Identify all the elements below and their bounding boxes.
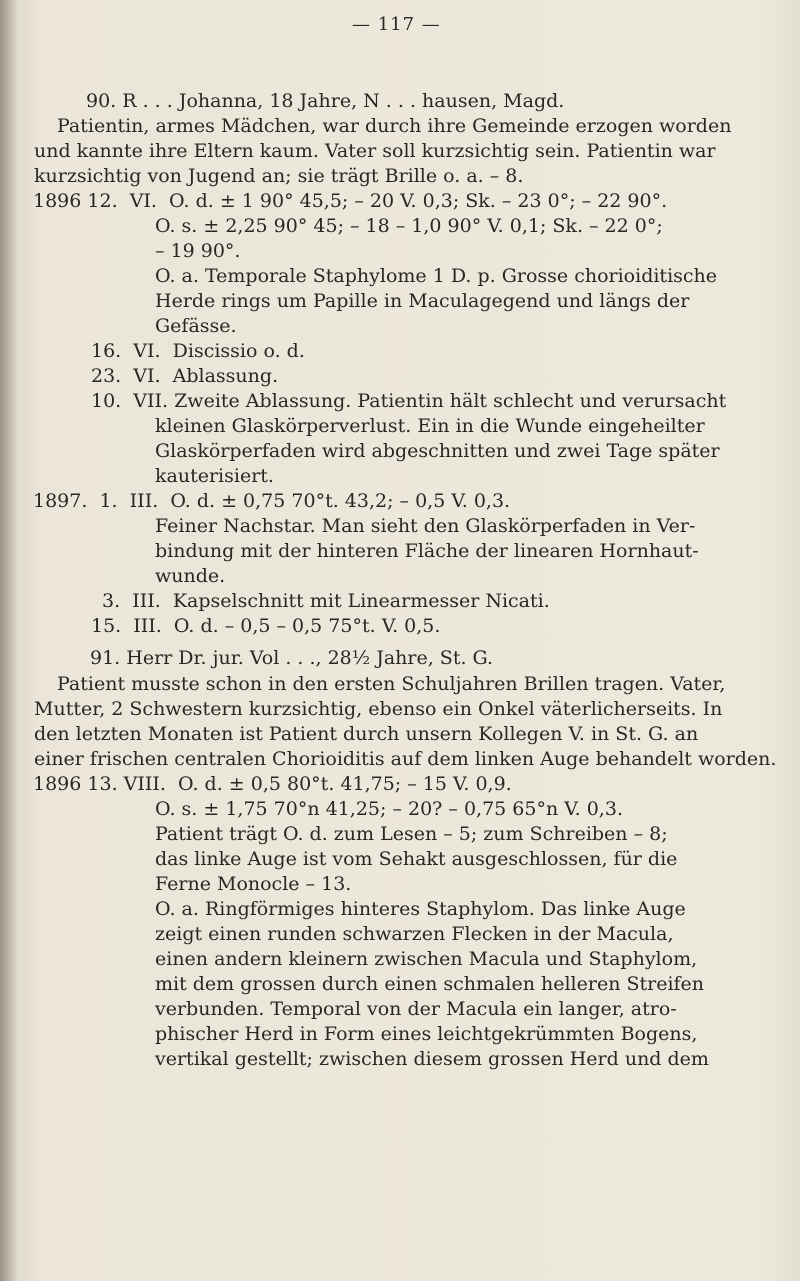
text-line: und kannte ihre Eltern kaum. Vater soll kurzsichtig sein. Patientin war bbox=[34, 140, 716, 162]
text-line: 23. VI. Ablassung. bbox=[91, 365, 279, 387]
case-90-heading: 90. R . . . Johanna, 18 Jahre, N . . . hausen, Magd. bbox=[86, 90, 565, 112]
text-line: 1897. 1. III. O. d. ± 0,75 70°t. 43,2; – 0,5 V. 0,3. bbox=[33, 490, 511, 512]
text-line: das linke Auge ist vom Sehakt ausgeschlossen, für die bbox=[155, 848, 678, 870]
text-line: 15. III. O. d. – 0,5 – 0,5 75°t. V. 0,5. bbox=[91, 615, 441, 637]
text-line: Feiner Nachstar. Man sieht den Glaskörperfaden in Ver- bbox=[155, 515, 696, 537]
text-line: O. a. Ringförmiges hinteres Staphylom. Das linke Auge bbox=[155, 898, 686, 920]
text-line: den letzten Monaten ist Patient durch unsern Kollegen V. in St. G. an bbox=[34, 723, 699, 745]
text-line: kurzsichtig von Jugend an; sie trägt Brille o. a. – 8. bbox=[34, 165, 524, 187]
text-line: 16. VI. Discissio o. d. bbox=[91, 340, 305, 362]
text-line: mit dem grossen durch einen schmalen helleren Streifen bbox=[155, 973, 705, 995]
text-line: O. s. ± 1,75 70°n 41,25; – 20? – 0,75 65°n V. 0,3. bbox=[155, 798, 623, 820]
text-line: wunde. bbox=[155, 565, 226, 587]
text-line: O. s. ± 2,25 90° 45; – 18 – 1,0 90° V. 0,1; Sk. – 22 0°; bbox=[155, 215, 663, 237]
text-line: 3. III. Kapselschnitt mit Linearmesser Nicati. bbox=[102, 590, 550, 612]
text-line: 10. VII. Zweite Ablassung. Patientin hält schlecht und verursacht bbox=[91, 390, 727, 412]
text-line: Gefässe. bbox=[155, 315, 237, 337]
text-line: einen andern kleinern zwischen Macula und Staphylom, bbox=[155, 948, 698, 970]
text-line: Herde rings um Papille in Maculagegend und längs der bbox=[155, 290, 690, 312]
text-line: kleinen Glaskörperverlust. Ein in die Wunde eingeheilter bbox=[155, 415, 705, 437]
text-line: 1896 12. VI. O. d. ± 1 90° 45,5; – 20 V. 0,3; Sk. – 23 0°; – 22 90°. bbox=[33, 190, 668, 212]
text-line: zeigt einen runden schwarzen Flecken in der Macula, bbox=[155, 923, 674, 945]
text-line: kauterisiert. bbox=[155, 465, 274, 487]
case-91-heading: 91. Herr Dr. jur. Vol . . ., 28½ Jahre, St. G. bbox=[90, 647, 494, 669]
text-line: Mutter, 2 Schwestern kurzsichtig, ebenso ein Onkel väterlicherseits. In bbox=[34, 698, 723, 720]
text-line: Patient musste schon in den ersten Schuljahren Brillen tragen. Vater, bbox=[57, 673, 726, 695]
text-line: – 19 90°. bbox=[155, 240, 241, 262]
text-line: phischer Herd in Form eines leichtgekrümmten Bogens, bbox=[155, 1023, 698, 1045]
text-line: Patientin, armes Mädchen, war durch ihre Gemeinde erzogen worden bbox=[57, 115, 732, 137]
text-line: Ferne Monocle – 13. bbox=[155, 873, 352, 895]
text-line: Patient trägt O. d. zum Lesen – 5; zum Schreiben – 8; bbox=[155, 823, 668, 845]
text-line: verbunden. Temporal von der Macula ein langer, atro- bbox=[155, 998, 677, 1020]
text-line: Glaskörperfaden wird abgeschnitten und zwei Tage später bbox=[155, 440, 720, 462]
text-line: bindung mit der hinteren Fläche der linearen Hornhaut- bbox=[155, 540, 699, 562]
text-line: einer frischen centralen Chorioiditis auf dem linken Auge behandelt worden. bbox=[34, 748, 777, 770]
page-number: — 117 — bbox=[352, 14, 441, 35]
text-line: 1896 13. VIII. O. d. ± 0,5 80°t. 41,75; – 15 V. 0,9. bbox=[33, 773, 512, 795]
text-line: vertikal gestellt; zwischen diesem grossen Herd und dem bbox=[155, 1048, 709, 1070]
text-line: O. a. Temporale Staphylome 1 D. p. Grosse chorioiditische bbox=[155, 265, 718, 287]
